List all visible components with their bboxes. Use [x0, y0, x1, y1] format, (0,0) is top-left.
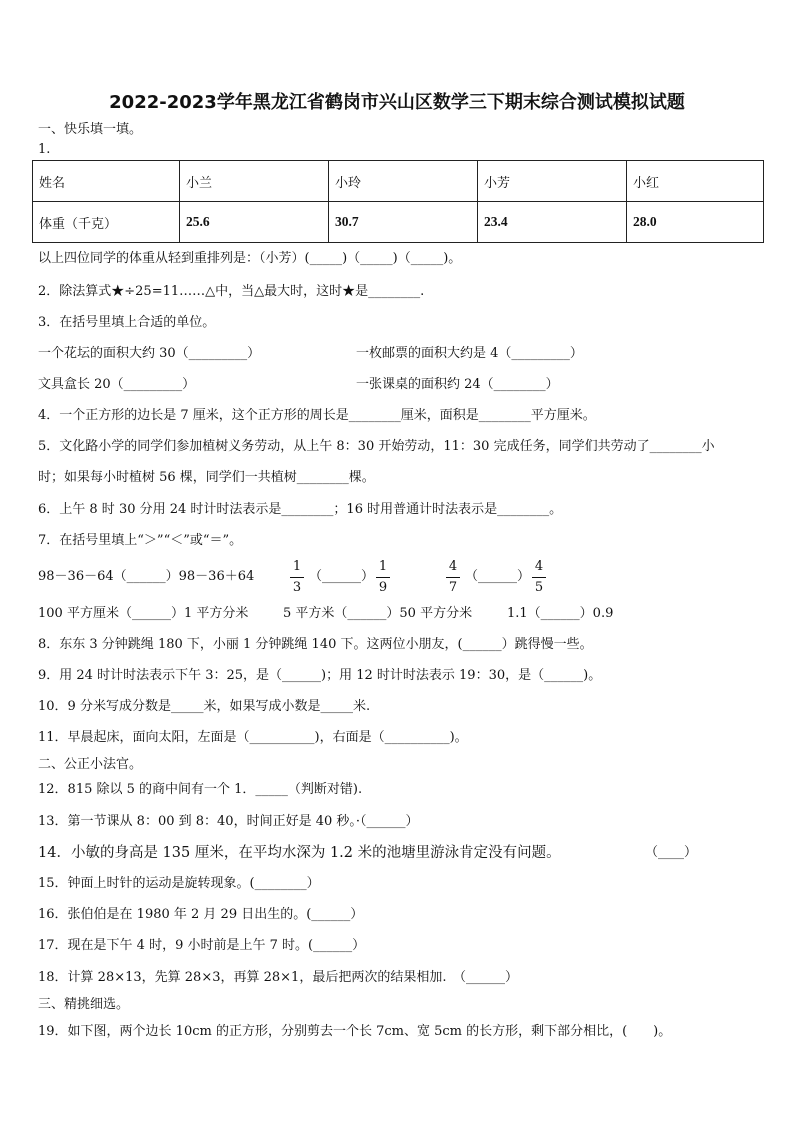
question-18: 18．计算 28×13，先算 28×3，再算 28×1，最后把两次的结果相加. （______）	[38, 970, 518, 985]
question-4: 4．一个正方形的边长是 7 厘米，这个正方形的周长是________厘米，面积是________平方厘米。	[38, 408, 596, 423]
fraction-1-9: 1 9	[376, 558, 390, 597]
compare-paren: （______）	[465, 569, 531, 584]
question-14-answer-paren: （____）	[645, 845, 698, 860]
page-title: 2022-2023学年黑龙江省鹤岗市兴山区数学三下期末综合测试模拟试题	[109, 92, 685, 113]
table-cell: 体重（千克）	[33, 202, 180, 243]
question-2: 2．除法算式★÷25=11……△中，当△最大时，这时★是________.	[38, 284, 425, 299]
question-7c: 100 平方厘米（______）1 平方分米	[38, 606, 249, 621]
question-17: 17．现在是下午 4 时，9 小时前是上午 7 时。(______）	[38, 938, 366, 953]
question-16: 16．张伯伯是在 1980 年 2 月 29 日出生的。(______）	[38, 907, 364, 922]
fraction-4-5: 4 5	[532, 558, 546, 597]
table-row	[33, 202, 764, 243]
question-8: 8．东东 3 分钟跳绳 180 下，小丽 1 分钟跳绳 140 下。这两位小朋友，(______）跳得慢一些。	[38, 637, 593, 652]
question-1-text: 以上四位同学的体重从轻到重排列是：（小芳）(_____)（_____)（_____)。	[38, 251, 462, 266]
table-cell: 小玲	[329, 161, 478, 202]
table-cell: 小兰	[180, 161, 329, 202]
question-12: 12．815 除以 5 的商中间有一个 1．_____（判断对错).	[38, 782, 363, 797]
table-cell: 28.0	[627, 202, 764, 243]
table-cell: 23.4	[478, 202, 627, 243]
table-header-row	[33, 161, 764, 202]
fraction-4-7: 4 7	[446, 558, 460, 597]
question-19: 19．如下图，两个边长 10cm 的正方形，分别剪去一个长 7cm、宽 5cm 的长方形，剩下部分相比，( )。	[38, 1024, 672, 1039]
section-heading-3: 三、精挑细选。	[38, 997, 130, 1012]
section-heading-1: 一、快乐填一填。	[38, 122, 143, 137]
compare-paren: （______）	[309, 569, 375, 584]
question-6: 6．上午 8 时 30 分用 24 时计时法表示是________；16 时用普通计时法表示是________。	[38, 502, 563, 517]
question-10: 10．9 分米写成分数是_____米，如果写成小数是_____米.	[38, 699, 371, 714]
table-cell: 小红	[627, 161, 764, 202]
table-cell: 25.6	[180, 202, 329, 243]
question-3b: 一枚邮票的面积大约是 4（_________）	[356, 346, 583, 361]
question-1-number: 1.	[38, 142, 51, 157]
question-3d: 一张课桌的面积约 24（________）	[356, 377, 559, 392]
question-14: 14．小敏的身高是 135 厘米，在平均水深为 1.2 米的池塘里游泳肯定没有问题。	[38, 845, 561, 861]
table-cell: 姓名	[33, 161, 180, 202]
weight-table	[32, 160, 764, 243]
section-heading-2: 二、公正小法官。	[38, 757, 143, 772]
fraction-1-3: 1 3	[290, 558, 304, 597]
question-7: 7．在括号里填上“＞”“＜”或“＝”。	[38, 533, 243, 548]
question-11: 11．早晨起床，面向太阳，左面是（__________)，右面是（__________)。	[38, 730, 468, 745]
table-cell: 30.7	[329, 202, 478, 243]
question-7d: 5 平方米（______）50 平方分米	[283, 606, 473, 621]
table-cell: 小芳	[478, 161, 627, 202]
question-13: 13．第一节课从 8：00 到 8：40，时间正好是 40 秒。·（______）	[38, 814, 419, 829]
question-3: 3．在括号里填上合适的单位。	[38, 315, 216, 330]
question-3c: 文具盒长 20（_________）	[38, 377, 196, 392]
question-7e: 1.1（______）0.9	[507, 606, 614, 621]
question-5-line-1: 5．文化路小学的同学们参加植树义务劳动，从上午 8：30 开始劳动，11：30 完成任务，同学们共劳动了________小	[38, 439, 715, 454]
question-9: 9．用 24 时计时法表示下午 3：25，是（______)；用 12 时计时法表示 19：30，是（______)。	[38, 668, 602, 683]
question-3a: 一个花坛的面积大约 30（_________）	[38, 346, 261, 361]
question-5-line-2: 时；如果每小时植树 56 棵，同学们一共植树________棵。	[38, 470, 375, 485]
question-15: 15．钟面上时针的运动是旋转现象。(________）	[38, 876, 320, 891]
question-7a: 98－36－64（______）98－36＋64	[38, 569, 255, 584]
